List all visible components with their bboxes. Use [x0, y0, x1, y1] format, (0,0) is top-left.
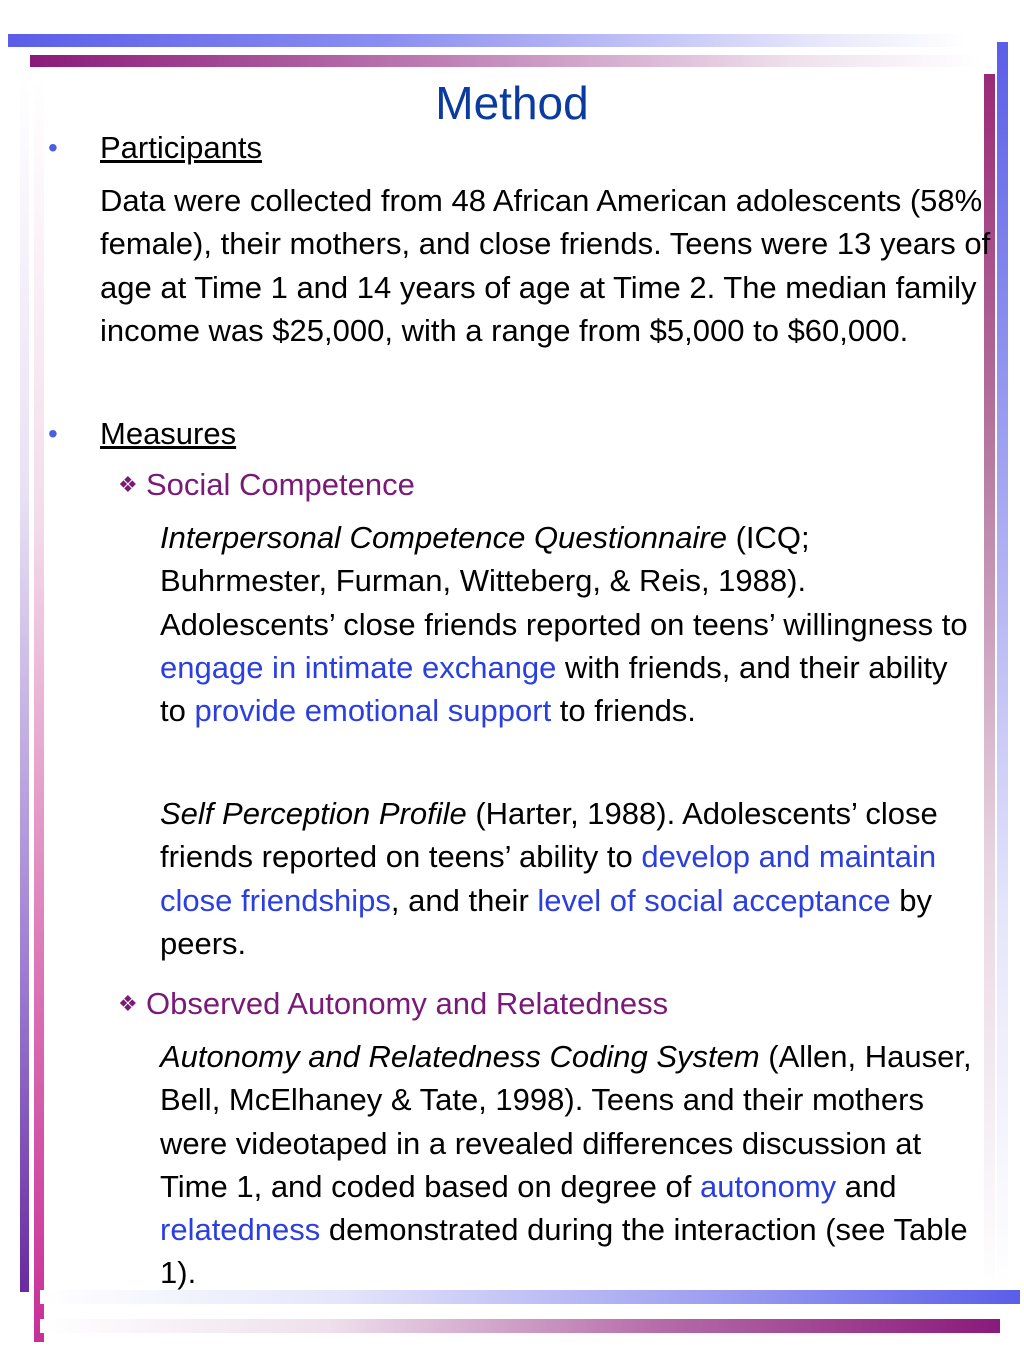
arcs-paragraph — [160, 1035, 975, 1295]
social-competence-row — [118, 463, 415, 506]
icq-text-3: to friends. — [551, 693, 696, 729]
top-border-bar-blue — [8, 34, 968, 47]
bullet-icon: • — [48, 132, 58, 163]
right-border-bar-blue — [997, 42, 1008, 1292]
icq-paragraph — [160, 516, 970, 732]
top-border-bar-purple — [30, 55, 980, 67]
arcs-text-3: demonstrated during the interaction (see Table 1). — [160, 1212, 968, 1291]
participants-text: Data were collected from 48 African American adolescents (58% female), their mothers, and close friends. Teens were 13 years of age at Time 1 and 14 years of age at Time 2. The median family income was $25,000, with a range from $5,000 to $60,000. — [100, 183, 991, 348]
spp-text-3: by peers. — [160, 882, 933, 961]
spp-highlight-2: level of social acceptance — [537, 882, 891, 918]
icq-highlight-1: engage in intimate exchange — [160, 649, 557, 685]
diamond-bullet-icon: ❖ — [118, 991, 138, 1016]
autonomy-row — [118, 982, 668, 1025]
icq-title: Interpersonal Competence Questionnaire — [160, 520, 727, 555]
icq-highlight-2: provide emotional support — [194, 693, 552, 729]
social-competence-heading: Social Competence — [146, 467, 415, 502]
spp-highlight-1: develop and maintain close friendships — [160, 839, 937, 918]
arcs-highlight-2: relatedness — [160, 1212, 321, 1248]
autonomy-heading: Observed Autonomy and Relatedness — [146, 986, 669, 1021]
spp-title: Self Perception Profile — [160, 796, 467, 831]
participants-heading: Participants — [100, 130, 262, 165]
spp-paragraph — [160, 792, 970, 965]
arcs-text-1: (Allen, Hauser, Bell, McElhaney & Tate, 1998). Teens and their mothers were videotaped in a revealed differences discussion at Time 1, and coded based on degree of — [160, 1039, 972, 1204]
icq-text-1: (ICQ; Buhrmester, Furman, Witteberg, & Reis, 1988). Adolescents’ close friends reported on teens’ willingness to — [160, 520, 968, 642]
diamond-bullet-icon: ❖ — [118, 472, 138, 497]
spp-text-2: , and their — [390, 882, 538, 918]
arcs-highlight-1: autonomy — [700, 1168, 837, 1204]
arcs-text-2: and — [836, 1168, 897, 1204]
icq-text-2: with friends, and their ability to — [160, 649, 948, 729]
left-border-bar-purple — [20, 70, 29, 1292]
slide-title: Method — [435, 77, 589, 129]
bullet-icon: • — [48, 418, 58, 449]
bottom-border-bar-purple — [40, 1319, 1000, 1333]
arcs-title: Autonomy and Relatedness Coding System — [160, 1039, 760, 1074]
measures-heading: Measures — [100, 416, 237, 451]
left-border-bar-pink — [34, 80, 44, 1342]
spp-text-1: (Harter, 1988). Adolescents’ close friends reported on teens’ ability to — [160, 796, 938, 875]
